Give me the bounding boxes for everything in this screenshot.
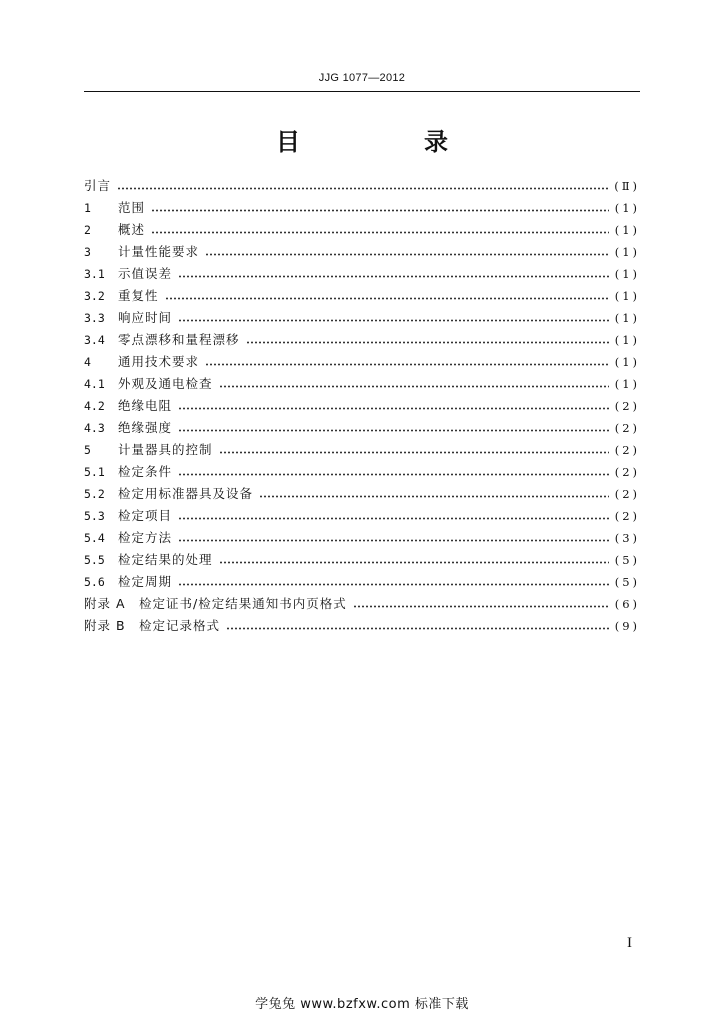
toc-entry[interactable] (84, 593, 640, 615)
toc-entry[interactable] (84, 219, 640, 241)
toc-entry-title: 计量性能要求 (118, 244, 200, 259)
toc-entry-number: 4 (84, 355, 91, 369)
toc-entry-page: (1) (614, 333, 640, 347)
dot-leader (178, 517, 609, 520)
toc-entry[interactable] (84, 329, 640, 351)
toc-entry-number: 5.4 (84, 531, 105, 545)
toc-entry-title: 通用技术要求 (118, 354, 200, 369)
toc-entry[interactable] (84, 373, 640, 395)
toc-entry-number: 3.2 (84, 289, 105, 303)
toc-entry-number: 5.1 (84, 465, 105, 479)
header-divider (84, 91, 640, 92)
toc-entry-title: 检定结果的处理 (118, 552, 213, 567)
toc-entry-title: 示值误差 (118, 266, 173, 281)
toc-entry[interactable] (84, 417, 640, 439)
toc-entry-number: 4.1 (84, 377, 105, 391)
dot-leader (219, 451, 609, 454)
toc-entry-page: (1) (614, 267, 640, 281)
toc-entry-page: (5) (614, 575, 640, 589)
toc-entry-number: 1 (84, 201, 91, 215)
toc-entry-title: 重复性 (118, 288, 159, 303)
toc-entry-number: 3.3 (84, 311, 105, 325)
toc-entry-number: 5.5 (84, 553, 105, 567)
toc-entry-title: 外观及通电检查 (118, 376, 213, 391)
dot-leader (205, 363, 609, 366)
toc-entry-number: 5 (84, 443, 91, 457)
toc-entry[interactable] (84, 197, 640, 219)
toc-entry[interactable] (84, 439, 640, 461)
dot-leader (205, 253, 609, 256)
toc-entry-number: 5.2 (84, 487, 105, 501)
toc-entry-number: 3.4 (84, 333, 105, 347)
dot-leader (259, 495, 609, 498)
toc-entry-page: (1) (614, 245, 640, 259)
toc-entry-page: (2) (614, 509, 640, 523)
dot-leader (178, 429, 609, 432)
toc-entry-page: (1) (614, 355, 640, 369)
toc-entry[interactable] (84, 527, 640, 549)
dot-leader (178, 275, 609, 278)
table-of-contents (84, 175, 640, 637)
toc-entry-page: (2) (614, 443, 640, 457)
page-title: 目 录 (276, 128, 498, 156)
toc-entry[interactable] (84, 483, 640, 505)
toc-entry-page: (9) (614, 619, 640, 633)
dot-leader (178, 473, 609, 476)
dot-leader (219, 561, 609, 564)
toc-entry[interactable] (84, 285, 640, 307)
toc-entry-title: 概述 (118, 222, 146, 237)
toc-entry-title: 检定方法 (118, 530, 173, 545)
toc-entry-title: 引言 (84, 178, 112, 193)
toc-entry-page: (1) (614, 289, 640, 303)
toc-entry-page: (2) (614, 487, 640, 501)
toc-entry-page: (3) (614, 531, 640, 545)
dot-leader (353, 605, 609, 608)
toc-entry-title: 检定用标准器具及设备 (118, 486, 254, 501)
dot-leader (165, 297, 609, 300)
toc-entry-page: (2) (614, 399, 640, 413)
toc-entry-page: (1) (614, 377, 640, 391)
toc-entry-title: 计量器具的控制 (118, 442, 213, 457)
toc-entry-number: 5.3 (84, 509, 105, 523)
toc-entry-title: 附录 A 检定证书/检定结果通知书内页格式 (84, 596, 347, 611)
dot-leader (178, 319, 609, 322)
toc-entry[interactable] (84, 615, 640, 637)
dot-leader (226, 627, 609, 630)
watermark-text: 学兔兔 www.bzfxw.com 标准下载 (255, 997, 469, 1012)
toc-entry-title: 检定项目 (118, 508, 173, 523)
toc-entry-title: 零点漂移和量程漂移 (118, 332, 240, 347)
toc-entry-title: 绝缘强度 (118, 420, 173, 435)
toc-entry[interactable] (84, 307, 640, 329)
page-number: I (627, 935, 632, 951)
toc-entry-page: (1) (614, 201, 640, 215)
toc-entry-number: 3 (84, 245, 91, 259)
dot-leader (178, 583, 609, 586)
toc-entry-title: 响应时间 (118, 310, 173, 325)
toc-entry[interactable] (84, 351, 640, 373)
standard-code: JJG 1077—2012 (318, 72, 406, 84)
toc-entry[interactable] (84, 461, 640, 483)
toc-entry-page: (6) (614, 597, 640, 611)
toc-entry-number: 2 (84, 223, 91, 237)
toc-entry[interactable] (84, 175, 640, 197)
toc-entry-number: 4.3 (84, 421, 105, 435)
toc-entry-number: 4.2 (84, 399, 105, 413)
toc-entry-title: 检定周期 (118, 574, 173, 589)
toc-entry-page: (1) (614, 223, 640, 237)
dot-leader (219, 385, 609, 388)
toc-entry[interactable] (84, 505, 640, 527)
dot-leader (151, 231, 609, 234)
dot-leader (151, 209, 609, 212)
toc-entry-title: 范围 (118, 200, 146, 215)
toc-entry-title: 附录 B 检定记录格式 (84, 618, 221, 633)
toc-entry-page: (2) (614, 465, 640, 479)
toc-entry-title: 绝缘电阻 (118, 398, 173, 413)
toc-entry[interactable] (84, 571, 640, 593)
toc-entry-page: (Ⅱ) (614, 179, 640, 193)
dot-leader (178, 407, 609, 410)
toc-entry-page: (1) (614, 311, 640, 325)
toc-entry[interactable] (84, 263, 640, 285)
toc-entry[interactable] (84, 395, 640, 417)
toc-entry-title: 检定条件 (118, 464, 173, 479)
dot-leader (117, 187, 608, 190)
toc-entry[interactable] (84, 549, 640, 571)
toc-entry-number: 5.6 (84, 575, 105, 589)
dot-leader (178, 539, 609, 542)
toc-entry-page: (5) (614, 553, 640, 567)
toc-entry-number: 3.1 (84, 267, 105, 281)
toc-entry-page: (2) (614, 421, 640, 435)
toc-entry[interactable] (84, 241, 640, 263)
dot-leader (246, 341, 609, 344)
